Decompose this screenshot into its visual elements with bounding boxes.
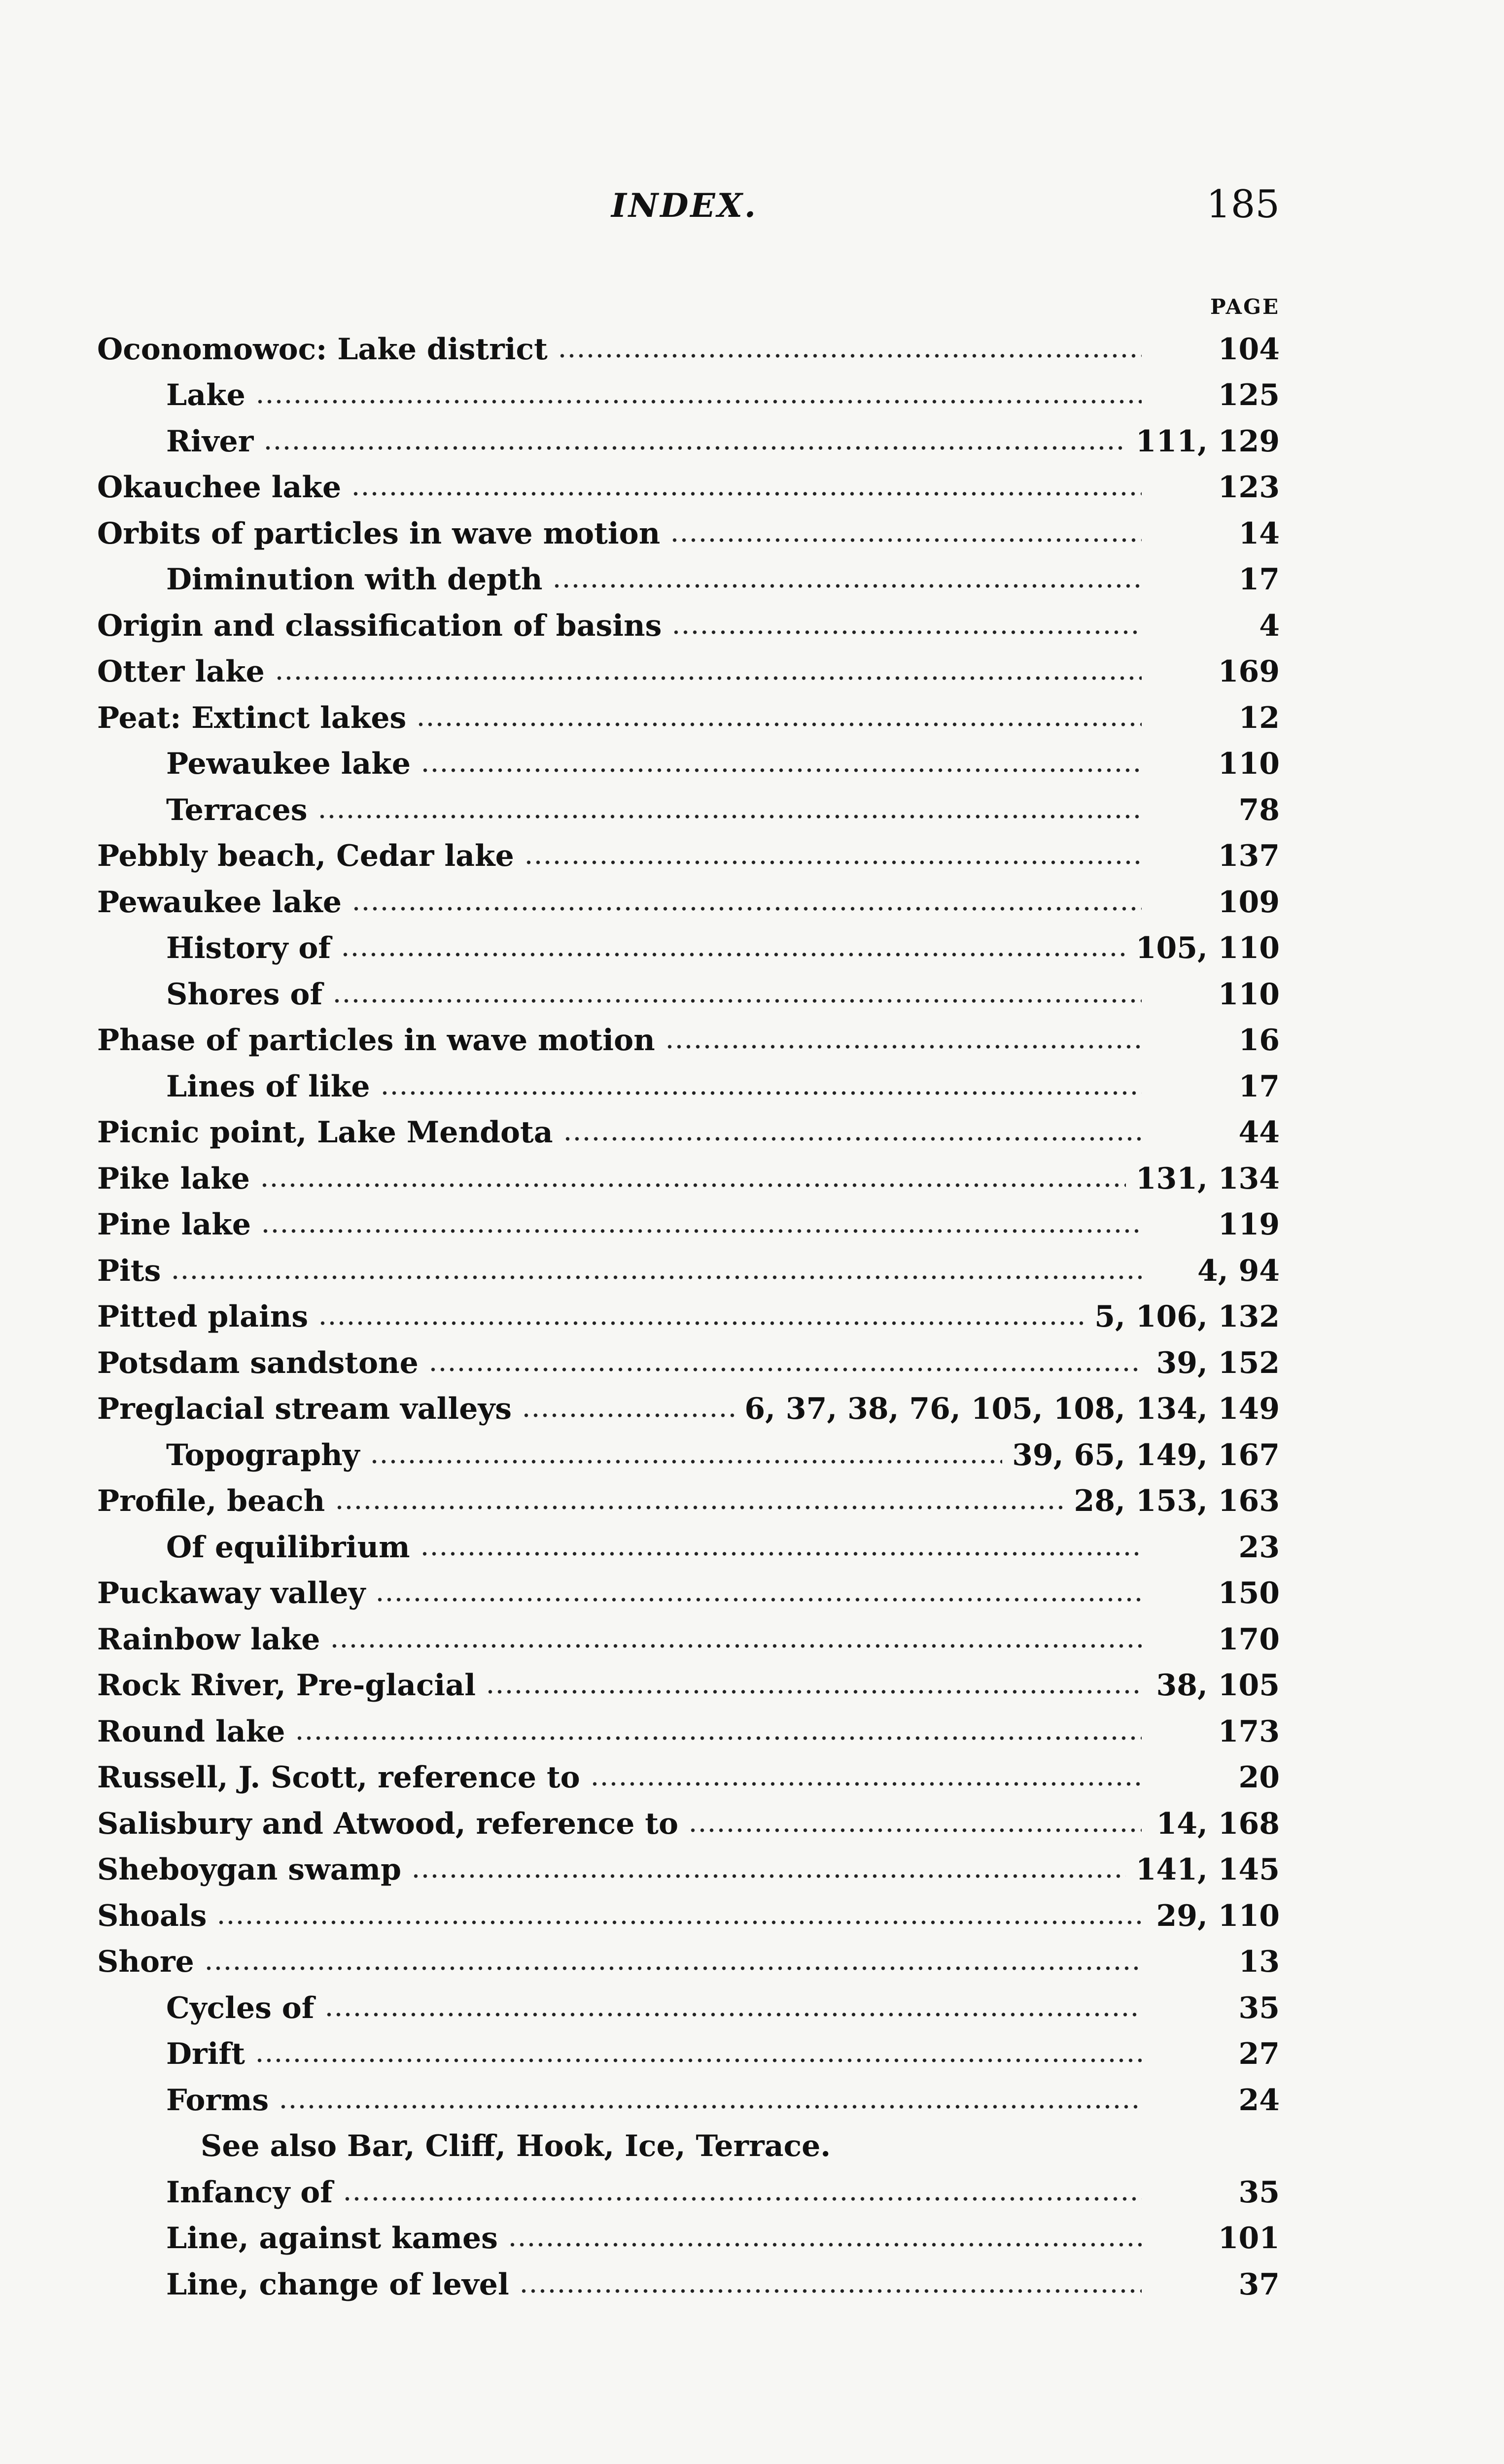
- index-entry: [97, 879, 1280, 925]
- index-entry: [97, 1801, 1280, 1847]
- index-entry: [97, 649, 1280, 695]
- index-entry: [97, 971, 1280, 1018]
- index-entry-text: Pike lake: [97, 1161, 250, 1196]
- index-entry-text: Otter lake: [97, 654, 265, 689]
- dot-leader: [318, 1321, 1084, 1326]
- index-entry: [97, 925, 1280, 972]
- dot-leader: [275, 676, 1142, 681]
- index-entry-text: Round lake: [97, 1714, 285, 1749]
- index-entry-page: 119: [1218, 1207, 1280, 1242]
- index-entry-text: Pewaukee lake: [97, 885, 342, 920]
- dot-leader: [261, 1229, 1142, 1233]
- dot-leader: [416, 722, 1142, 727]
- index-entry: [97, 2261, 1280, 2308]
- dot-leader: [295, 1736, 1142, 1741]
- index-entry-page: 35: [1238, 1990, 1280, 2025]
- dot-leader: [204, 1966, 1142, 1971]
- index-entry: [97, 1386, 1280, 1433]
- dot-leader: [351, 491, 1142, 496]
- index-entry-page: 105, 110: [1135, 931, 1280, 966]
- index-entry-text: Pebbly beach, Cedar lake: [97, 839, 514, 874]
- index-entry: [97, 1847, 1280, 1893]
- dot-leader: [420, 1551, 1142, 1556]
- index-entry-text: Pits: [97, 1253, 161, 1288]
- index-entry-text: Shoals: [97, 1898, 207, 1933]
- dot-leader: [351, 906, 1142, 911]
- index-entry: [97, 1524, 1280, 1571]
- dot-leader: [522, 1413, 735, 1418]
- index-entry-text: Pewaukee lake: [166, 747, 411, 782]
- index-entry: [97, 1939, 1280, 1985]
- index-entry: [97, 1985, 1280, 2031]
- page-column-label: PAGE: [1210, 295, 1280, 319]
- index-entry: [97, 1294, 1280, 1340]
- dot-leader: [563, 1136, 1142, 1141]
- dot-leader: [317, 814, 1142, 819]
- dot-leader: [332, 998, 1142, 1003]
- index-entry-page: 14: [1238, 516, 1280, 551]
- index-entry-text: Forms: [166, 2083, 269, 2118]
- index-entry: [97, 1063, 1280, 1110]
- index-entry: [97, 787, 1280, 833]
- index-entry-page: 123: [1218, 470, 1280, 505]
- index-entry-text: Line, change of level: [166, 2267, 509, 2302]
- dot-leader: [428, 1367, 1142, 1372]
- dot-leader: [343, 2196, 1142, 2201]
- index-entry-text: Of equilibrium: [166, 1530, 410, 1565]
- index-entry-text: Shores of: [166, 977, 323, 1012]
- index-entry-page: 110: [1218, 747, 1280, 782]
- index-entry-text: Lake: [166, 378, 245, 413]
- dot-leader: [263, 445, 1125, 450]
- index-entry-page: 14, 168: [1156, 1806, 1280, 1841]
- dot-leader: [519, 2289, 1142, 2293]
- index-entry: [97, 1340, 1280, 1386]
- index-entry-text: Cycles of: [166, 1990, 315, 2025]
- index-entry-text: History of: [166, 931, 331, 966]
- index-entry-text: Peat: Extinct lakes: [97, 700, 407, 735]
- index-entry-text: Preglacial stream valleys: [97, 1392, 512, 1427]
- dot-leader: [420, 768, 1142, 773]
- dot-leader: [171, 1275, 1142, 1280]
- index-entry: [97, 2031, 1280, 2078]
- dot-leader: [552, 583, 1142, 588]
- dot-leader: [665, 1044, 1142, 1049]
- dot-leader: [330, 1643, 1142, 1648]
- dot-leader: [380, 1091, 1142, 1095]
- dot-leader: [324, 2012, 1142, 2017]
- index-entry-page: 27: [1238, 2037, 1280, 2072]
- index-entry: [97, 465, 1280, 511]
- index-entry-page: 137: [1218, 839, 1280, 874]
- index-entry-page: 170: [1218, 1622, 1280, 1657]
- dot-leader: [216, 1920, 1142, 1925]
- dot-leader: [486, 1689, 1142, 1694]
- dot-leader: [370, 1459, 1003, 1464]
- index-entry-text: Okauchee lake: [97, 470, 342, 505]
- index-entry: [97, 1202, 1280, 1248]
- index-entry-page: 23: [1238, 1530, 1280, 1565]
- index-entry-page: 150: [1218, 1576, 1280, 1611]
- index-entry-text: Diminution with depth: [166, 562, 543, 597]
- index-entry-text: Infancy of: [166, 2175, 333, 2210]
- index-entry: [97, 373, 1280, 419]
- index-entry: [97, 2123, 1280, 2170]
- index-entry-page: 12: [1238, 700, 1280, 735]
- index-entry-page: 13: [1238, 1945, 1280, 1980]
- index-entry: [97, 1709, 1280, 1755]
- index-entry-text: Phase of particles in wave motion: [97, 1023, 655, 1058]
- index-entry: [97, 1432, 1280, 1478]
- index-entry: [97, 1018, 1280, 1064]
- index-entry-text: Drift: [166, 2037, 245, 2072]
- index-entry: [97, 2216, 1280, 2262]
- dot-leader: [671, 630, 1142, 635]
- index-entry-text: Oconomowoc: Lake district: [97, 332, 548, 367]
- index-entry-page: 37: [1238, 2267, 1280, 2302]
- index-entry-text: Lines of like: [166, 1069, 370, 1104]
- index-entry: [97, 695, 1280, 741]
- index-entry-page: 20: [1238, 1760, 1280, 1795]
- index-entry: [97, 2169, 1280, 2216]
- index-entry-page: 5, 106, 132: [1094, 1300, 1280, 1335]
- index-entry-text: Salisbury and Atwood, reference to: [97, 1806, 678, 1841]
- index-entry-text: Potsdam sandstone: [97, 1345, 419, 1380]
- index-entry-text: Russell, J. Scott, reference to: [97, 1760, 580, 1795]
- dot-leader: [524, 860, 1142, 865]
- index-entry-text: Terraces: [166, 792, 308, 827]
- index-entry-text: Line, against kames: [166, 2221, 498, 2256]
- index-entry: [97, 1478, 1280, 1525]
- index-entry-text: Puckaway valley: [97, 1576, 366, 1611]
- index-entry-page: 17: [1238, 562, 1280, 597]
- dot-leader: [335, 1505, 1064, 1510]
- page-number: 185: [1206, 182, 1280, 227]
- index-entry-page: 4, 94: [1197, 1253, 1280, 1288]
- index-entry-page: 101: [1218, 2221, 1280, 2256]
- index-entry: [97, 741, 1280, 787]
- index-entry-text: Orbits of particles in wave motion: [97, 516, 661, 551]
- index-entry: [97, 1248, 1280, 1294]
- dot-leader: [508, 2242, 1142, 2247]
- index-entry-page: 131, 134: [1135, 1161, 1280, 1196]
- index-entry-page: 44: [1238, 1115, 1280, 1150]
- index-entry-text: Origin and classification of basins: [97, 608, 662, 643]
- dot-leader: [688, 1828, 1142, 1833]
- index-entry: [97, 1110, 1280, 1156]
- index-entry-page: 110: [1218, 977, 1280, 1012]
- index-entry: [97, 1893, 1280, 1939]
- index-entry-text: Pitted plains: [97, 1300, 309, 1335]
- dot-leader: [590, 1781, 1142, 1786]
- index-entry: [97, 557, 1280, 603]
- index-entry-text: Rock River, Pre-glacial: [97, 1668, 476, 1703]
- dot-leader: [411, 1874, 1126, 1879]
- index-entry-page: 141, 145: [1135, 1852, 1280, 1887]
- index-entry-page: 4: [1259, 608, 1280, 643]
- index-entry-page: 16: [1238, 1023, 1280, 1058]
- index-entry: [97, 2077, 1280, 2123]
- index-entry-text: Pine lake: [97, 1207, 251, 1242]
- dot-leader: [558, 353, 1142, 358]
- index-entry-page: 29, 110: [1156, 1898, 1280, 1933]
- index-entry-page: 169: [1218, 654, 1280, 689]
- running-header-title: INDEX.: [611, 186, 758, 225]
- index-entry-page: 111, 129: [1135, 424, 1280, 459]
- index-entry-page: 109: [1218, 885, 1280, 920]
- index-entry: [97, 326, 1280, 373]
- index-entry-text: Sheboygan swamp: [97, 1852, 402, 1887]
- index-entry-page: 125: [1218, 378, 1280, 413]
- index-entry-page: 24: [1238, 2083, 1280, 2118]
- index-entry: [97, 1755, 1280, 1801]
- index-entry-text: Profile, beach: [97, 1484, 325, 1519]
- index-entry: [97, 603, 1280, 649]
- index-entry: [97, 833, 1280, 880]
- dot-leader: [279, 2104, 1142, 2109]
- dot-leader: [255, 2058, 1142, 2063]
- index-entry-page: 38, 105: [1156, 1668, 1280, 1703]
- index-entry-text: See also Bar, Cliff, Hook, Ice, Terrace.: [201, 2129, 831, 2164]
- dot-leader: [375, 1597, 1142, 1602]
- index-entry: [97, 1616, 1280, 1663]
- index-entry-page: 173: [1218, 1714, 1280, 1749]
- dot-leader: [670, 538, 1142, 543]
- index-entry-page: 6, 37, 38, 76, 105, 108, 134, 149: [744, 1392, 1280, 1427]
- index-entry-page: 35: [1238, 2175, 1280, 2210]
- dot-leader: [255, 399, 1142, 404]
- index-entries: [97, 326, 1280, 2308]
- index-entry: [97, 511, 1280, 557]
- index-entry: [97, 1571, 1280, 1617]
- index-entry-text: Topography: [166, 1437, 360, 1472]
- dot-leader: [341, 952, 1126, 957]
- index-entry-text: River: [166, 424, 254, 459]
- index-entry-text: Rainbow lake: [97, 1622, 320, 1657]
- index-entry-page: 17: [1238, 1069, 1280, 1104]
- index-entry-page: 39, 65, 149, 167: [1012, 1437, 1280, 1472]
- dot-leader: [260, 1183, 1126, 1188]
- index-entry-page: 39, 152: [1156, 1345, 1280, 1380]
- index-entry: [97, 1663, 1280, 1709]
- index-entry-text: Shore: [97, 1945, 194, 1980]
- index-entry: [97, 1156, 1280, 1202]
- index-entry-page: 78: [1238, 792, 1280, 827]
- index-entry: [97, 418, 1280, 465]
- index-entry-text: Picnic point, Lake Mendota: [97, 1115, 553, 1150]
- index-entry-page: 28, 153, 163: [1074, 1484, 1280, 1519]
- index-entry-page: 104: [1218, 332, 1280, 367]
